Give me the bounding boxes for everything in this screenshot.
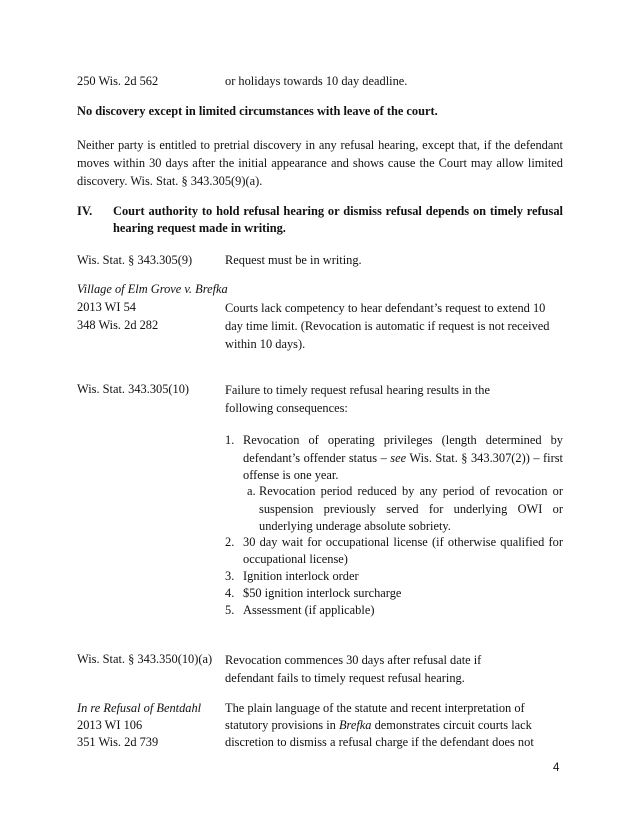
bentdahl-cite-wis2d: 351 Wis. 2d 739	[77, 735, 159, 749]
statute-343-305-9: Wis. Stat. § 343.305(9)	[77, 253, 193, 267]
citation-250-wis: 250 Wis. 2d 562	[77, 74, 159, 88]
item-4-number: 4.	[225, 586, 235, 600]
item-1-text-a: Revocation of operating privileges (length determined by defendant’s offender status –	[243, 433, 563, 465]
bentdahl-case-name: In re Refusal of Bentdahl	[77, 701, 202, 715]
consequences-intro: Failure to timely request refusal hearing results in the following consequences:	[225, 383, 490, 415]
discovery-heading: No discovery except in limited circumstances with leave of the court.	[77, 104, 438, 118]
item-1-number: 1.	[225, 433, 235, 447]
writing-requirement: Request must be in writing.	[225, 253, 362, 267]
item-1-text-b: Wis. Stat. § 343.307(2)) – first offense is one year.	[243, 450, 563, 482]
statute-343-350: Wis. Stat. § 343.350(10)(a)	[77, 652, 213, 666]
item-3-number: 3.	[225, 569, 235, 583]
revocation-commencement: Revocation commences 30 days after refusal date if defendant fails to timely request refusal hearing.	[225, 653, 482, 685]
discovery-paragraph: Neither party is entitled to pretrial discovery in any refusal hearing, except that, if the defendant moves within 30 days after the initial appearance and shows cause the Court may allow limited discovery. Wis. Stat. § 343.305(9)(a).	[77, 138, 563, 188]
item-5-text: Assessment (if applicable)	[243, 603, 375, 617]
statute-343-305-10: Wis. Stat. 343.305(10)	[77, 382, 190, 396]
item-1-see: see	[390, 450, 407, 465]
page-number: 4	[553, 762, 560, 774]
section-iv-number: IV.	[77, 204, 93, 218]
item-1-text	[243, 432, 563, 485]
item-5-number: 5.	[225, 603, 235, 617]
item-3-text: Ignition interlock order	[243, 569, 359, 583]
item-4-text: $50 ignition interlock surcharge	[243, 586, 402, 600]
bentdahl-cite-wi: 2013 WI 106	[77, 718, 143, 732]
sub-a-number: a.	[247, 484, 256, 498]
brefka-holding: Courts lack competency to hear defendant’s request to extend 10 day time limit. (Revocation is automatic if request is not received within 10 days).	[225, 301, 550, 351]
brefka-case-name: Village of Elm Grove v. Brefka	[77, 282, 228, 296]
item-2-number: 2.	[225, 535, 235, 549]
bentdahl-holding	[225, 700, 543, 751]
sub-a-text: Revocation period reduced by any period of revocation or suspension previously served for underlying OWI or underlying underage absolute sobriety.	[259, 484, 563, 533]
bentdahl-text-a: The plain language of the statute and recent interpretation of statutory provisions in	[225, 701, 525, 732]
item-2-text: 30 day wait for occupational license (if otherwise qualified for occupational license)	[243, 535, 563, 566]
bentdahl-brefka: Brefka	[338, 718, 372, 732]
bentdahl-text-b: demonstrates circuit courts lack discretion to dismiss a refusal charge if the defendant does not	[225, 718, 534, 749]
brefka-cite-wis2d: 348 Wis. 2d 282	[77, 318, 159, 332]
deadline-note: or holidays towards 10 day deadline.	[225, 74, 408, 88]
brefka-cite-wi: 2013 WI 54	[77, 300, 136, 314]
section-iv-title: Court authority to hold refusal hearing or dismiss refusal depends on timely refusal hearing request made in writing.	[113, 204, 563, 235]
